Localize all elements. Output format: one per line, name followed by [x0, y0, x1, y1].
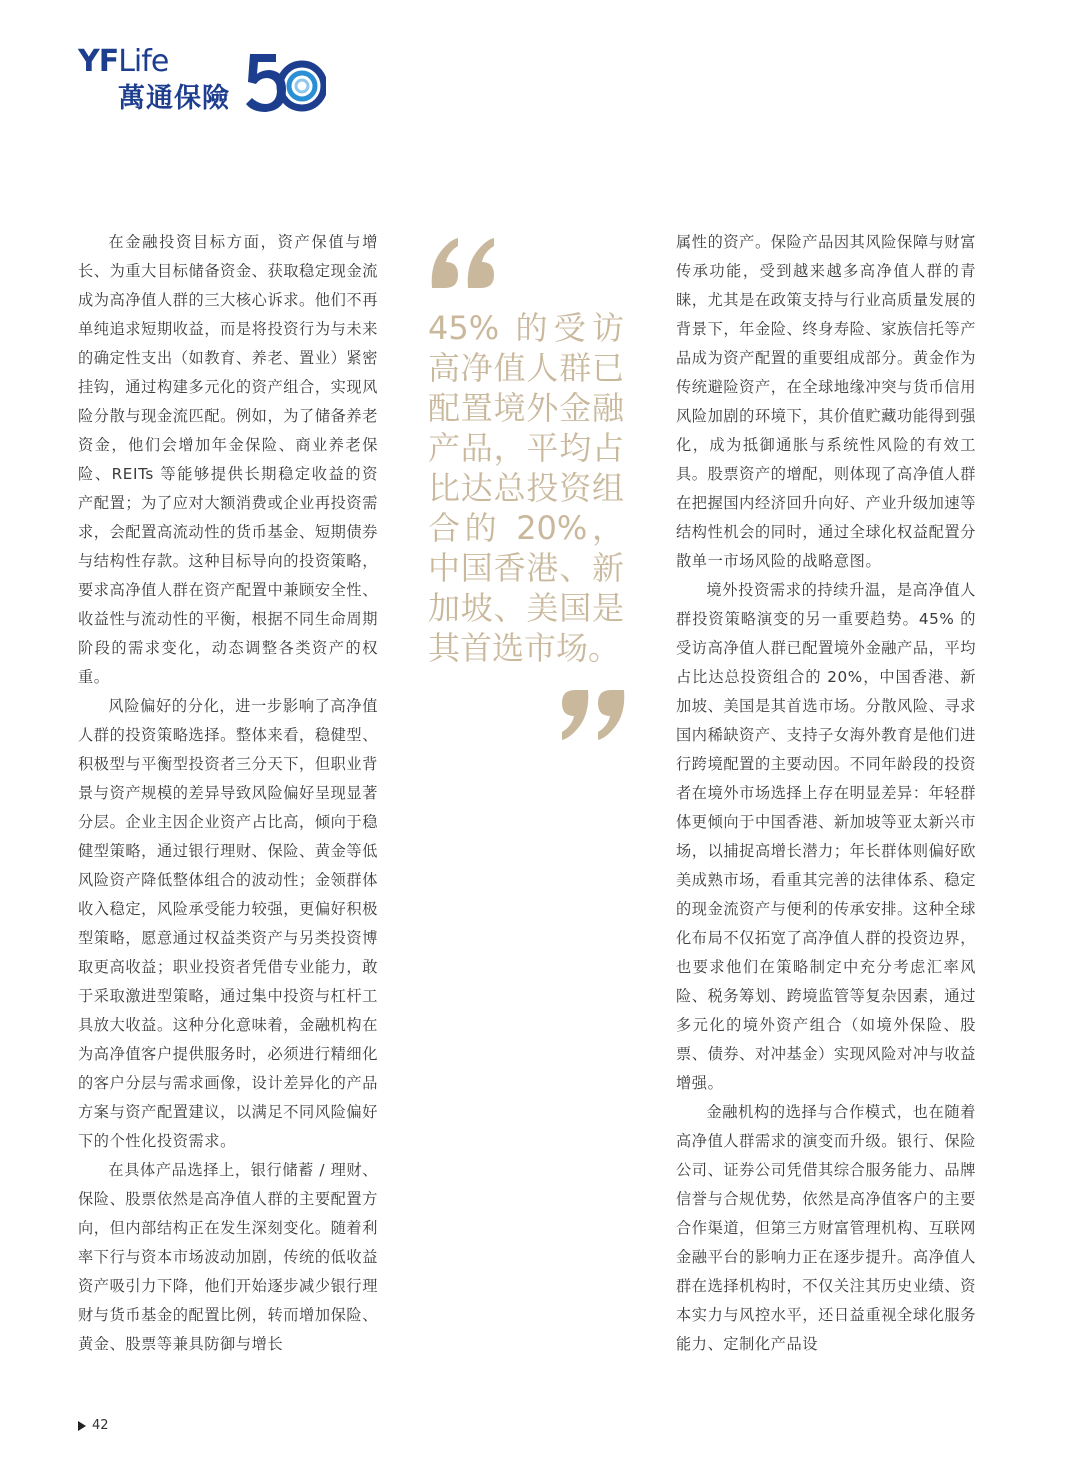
anniversary-50-logo	[242, 48, 326, 120]
right-paragraph-3: 金融机构的选择与合作模式，也在随着高净值人群需求的演变而升级。银行、保险公司、证券公司凭借其综合服务能力、品牌信誉与合规优势，依然是高净值客户的主要合作渠道，但第三方财富管理机构、互联网金融平台的影响力正在逐步提升。高净值人群在选择机构时，不仅关注其历史业绩、资本实力与风控水平，还日益重视全球化服务能力、定制化产品设	[676, 1103, 976, 1353]
brand-logo	[78, 44, 338, 124]
left-column	[78, 228, 378, 1359]
right-column	[676, 228, 976, 1359]
close-quote-icon	[558, 688, 628, 744]
logo-english	[78, 44, 168, 80]
pull-quote-text: 45% 的受访高净值人群已配置境外金融产品，平均占比达总投资组合的 20%，中国香港、新加坡、美国是其首选市场。	[428, 309, 624, 667]
logo-yf: YF	[78, 44, 119, 79]
logo-chinese: 萬通保險	[118, 83, 230, 114]
left-paragraph-3: 在具体产品选择上，银行储蓄 / 理财、保险、股票依然是高净值人群的主要配置方向，但内部结构正在发生深刻变化。随着利率下行与资本市场波动加剧，传统的低收益资产吸引力下降，他们开始逐步减少银行理财与货币基金的配置比例，转而增加保险、黄金、股票等兼具防御与增长	[78, 1161, 378, 1353]
logo-life: Life	[118, 44, 169, 79]
page-number: 42	[92, 1418, 109, 1433]
triangle-right-icon	[78, 1421, 86, 1431]
left-paragraph-2: 风险偏好的分化，进一步影响了高净值人群的投资策略选择。整体来看，稳健型、积极型与平衡型投资者三分天下，但职业背景与资产规模的差异导致风险偏好呈现显著分层。企业主因企业资产占比高，倾向于稳健型策略，通过银行理财、保险、黄金等低风险资产降低整体组合的波动性；金领群体收入稳定，风险承受能力较强，更偏好积极型策略，愿意通过权益类资产与另类投资博取更高收益；职业投资者凭借专业能力，敢于采取激进型策略，通过集中投资与杠杆工具放大收益。这种分化意味着，金融机构在为高净值客户提供服务时，必须进行精细化的客户分层与需求画像，设计差异化的产品方案与资产配置建议，以满足不同风险偏好下的个性化投资需求。	[78, 697, 378, 1150]
right-paragraph-1: 属性的资产。保险产品因其风险保障与财富传承功能，受到越来越多高净值人群的青睐，尤其是在政策支持与行业高质量发展的背景下，年金险、终身寿险、家族信托等产品成为资产配置的重要组成部分。黄金作为传统避险资产，在全球地缘冲突与货币信用风险加剧的环境下，其价值贮藏功能得到强化，成为抵御通胀与系统性风险的有效工具。股票资产的增配，则体现了高净值人群在把握国内经济回升向好、产业升级加速等结构性机会的同时，通过全球化权益配置分散单一市场风险的战略意图。	[676, 233, 976, 570]
left-paragraph-1: 在金融投资目标方面，资产保值与增长、为重大目标储备资金、获取稳定现金流成为高净值人群的三大核心诉求。他们不再单纯追求短期收益，而是将投资行为与未来的确定性支出（如教育、养老、置业）紧密挂钩，通过构建多元化的资产组合，实现风险分散与现金流匹配。例如，为了储备养老资金，他们会增加年金保险、商业养老保险、REITs 等能够提供长期稳定收益的资产配置；为了应对大额消费或企业再投资需求，会配置高流动性的货币基金、短期债券与结构性存款。这种目标导向的投资策略，要求高净值人群在资产配置中兼顾安全性、收益性与流动性的平衡，根据不同生命周期阶段的需求变化，动态调整各类资产的权重。	[78, 233, 378, 686]
page-footer	[78, 1418, 109, 1438]
open-quote-icon	[428, 234, 498, 290]
right-paragraph-2: 境外投资需求的持续升温，是高净值人群投资策略演变的另一重要趋势。45% 的受访高净值人群已配置境外金融产品，平均占比达总投资组合的 20%，中国香港、新加坡、美国是其首选市场。分散风险、寻求国内稀缺资产、支持子女海外教育是他们进行跨境配置的主要动因。不同年龄段的投资者在境外市场选择上存在明显差异：年轻群体更倾向于中国香港、新加坡等亚太新兴市场，以捕捉高增长潜力；年长群体则偏好欧美成熟市场，看重其完善的法律体系、稳定的现金流资产与便利的传承安排。这种全球化布局不仅拓宽了高净值人群的投资边界，也要求他们在策略制定中充分考虑汇率风险、税务筹划、跨境监管等复杂因素，通过多元化的境外资产组合（如境外保险、股票、债券、对冲基金）实现风险对冲与收益增强。	[676, 581, 976, 1092]
pull-quote	[428, 228, 628, 748]
